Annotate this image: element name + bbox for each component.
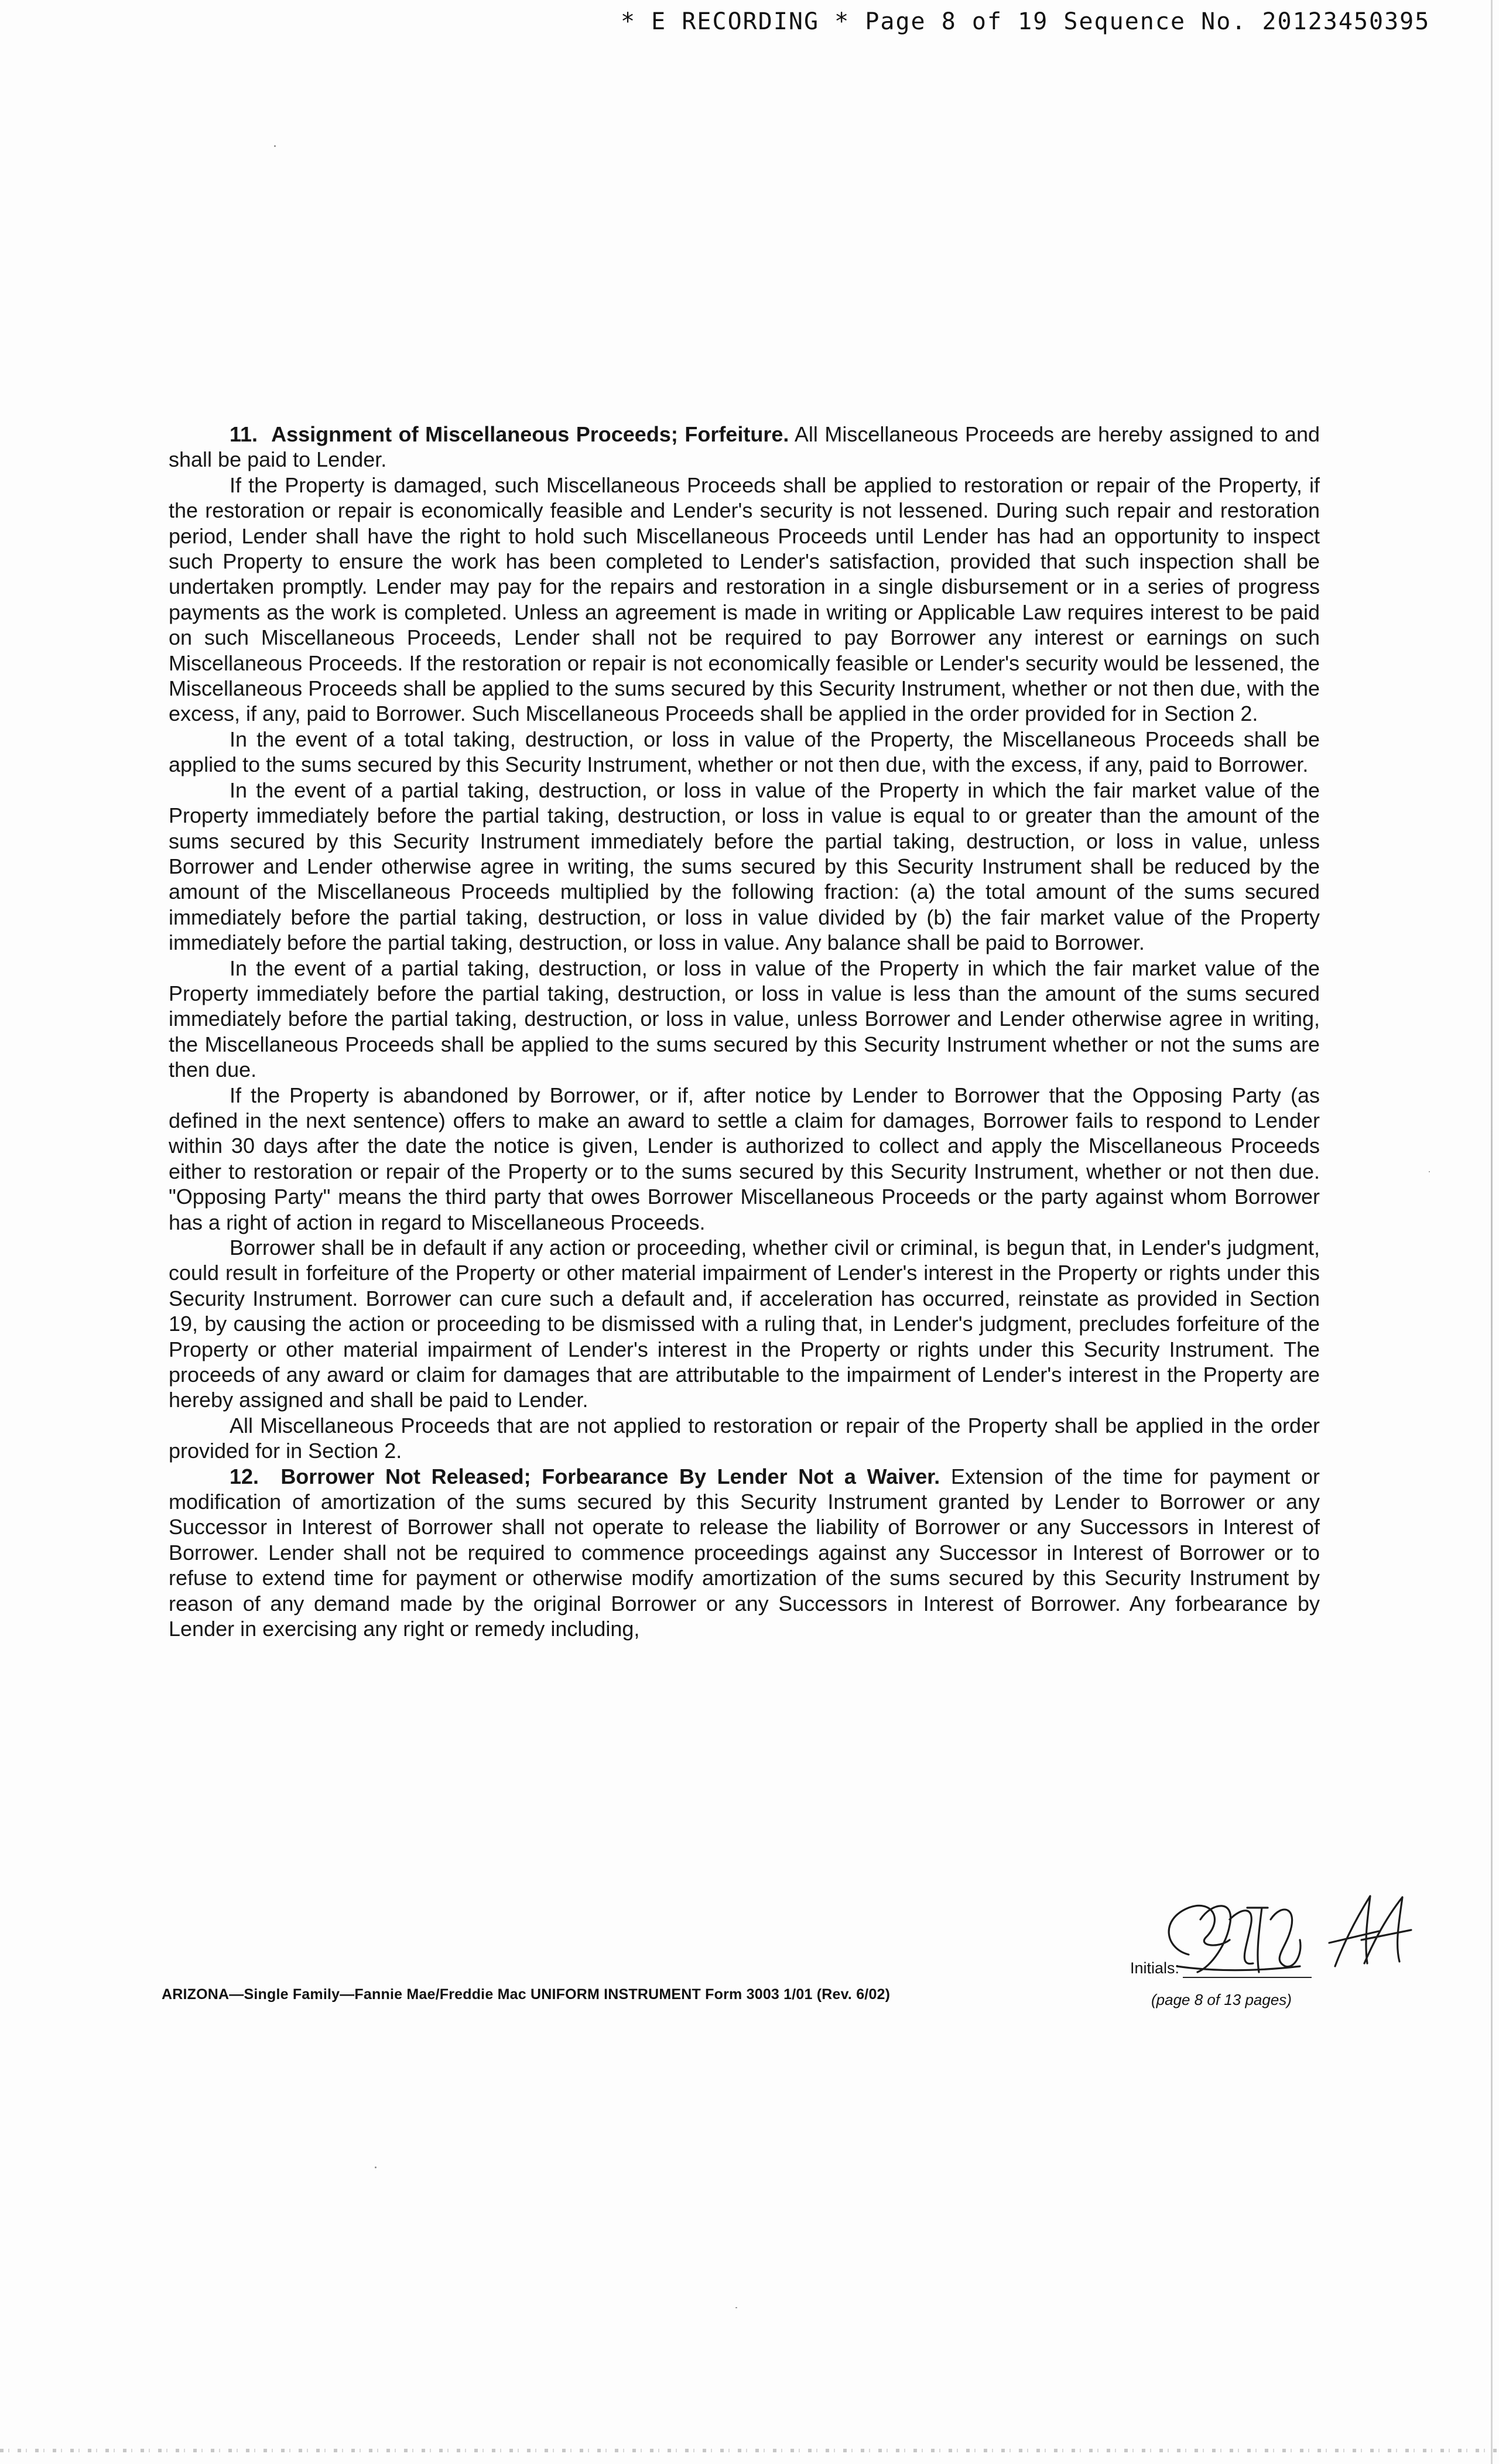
scan-speck [1429, 1171, 1430, 1172]
document-body [169, 422, 1320, 1642]
section-12-heading [169, 1464, 1320, 1642]
section-12-number: 12. [230, 1464, 259, 1488]
section-11-title: Assignment of Miscellaneous Proceeds; Forfeiture. [271, 422, 789, 446]
section-11-number: 11. [230, 422, 258, 446]
form-identifier: ARIZONA—Single Family—Fannie Mae/Freddie Mac UNIFORM INSTRUMENT Form 3003 1/01 (Rev. 6/02) [162, 1986, 891, 2003]
section-11-paragraph-3: In the event of a partial taking, destruction, or loss in value of the Property in which the fair market value of the Property immediately before the partial taking, destruction, or loss in value is equal to or greater than the amount of the sums secured by this Security Instrument immediately before the partial taking, destruction, or loss in value, unless Borrower and Lender otherwise agree in writing, the sums secured by this Security Instrument shall be reduced by the amount of the Miscellaneous Proceeds multiplied by the following fraction: (a) the total amount of the sums secured immediately before the partial taking, destruction, or loss in value divided by (b) the fair market value of the Property immediately before the partial taking, destruction, or loss in value. Any balance shall be paid to Borrower. [169, 778, 1320, 955]
section-11-paragraph-7: All Miscellaneous Proceeds that are not applied to restoration or repair of the Property shall be applied in the order provided for in Section 2. [169, 1413, 1320, 1463]
section-11-lead: All Miscellaneous Proceeds are hereby assigned to and shall be paid to Lender. [169, 422, 1320, 472]
scan-speck [735, 2307, 737, 2308]
scan-speck [274, 145, 276, 147]
scan-speck [375, 2167, 377, 2168]
initials-underline [1183, 1977, 1312, 1978]
section-12-title: Borrower Not Released; Forbearance By Lender Not a Waiver. [280, 1464, 940, 1488]
signature-icon [1142, 1884, 1417, 1984]
page-count: (page 8 of 13 pages) [1151, 1991, 1292, 2008]
section-11-paragraph-1: If the Property is damaged, such Miscellaneous Proceeds shall be applied to restoration or repair of the Property, if the restoration or repair is economically feasible and Lender's security is not lessened. During such repair and restoration period, Lender shall have the right to hold such Miscellaneous Proceeds until Lender has had an opportunity to inspect such Property to ensure the work has been completed to Lender's satisfaction, provided that such inspection shall be undertaken promptly. Lender may pay for the repairs and restoration in a single disbursement or in a series of progress payments as the work is completed. Unless an agreement is made in writing or Applicable Law requires interest to be paid on such Miscellaneous Proceeds, Lender shall not be required to pay Borrower any interest or earnings on such Miscellaneous Proceeds. If the restoration or repair is not economically feasible or Lender's security would be lessened, the Miscellaneous Proceeds shall be applied to the sums secured by this Security Instrument, whether or not then due, with the excess, if any, paid to Borrower. Such Miscellaneous Proceeds shall be applied in the order provided for in Section 2. [169, 473, 1320, 726]
section-11-heading [169, 422, 1320, 473]
section-11-paragraph-2: In the event of a total taking, destruction, or loss in value of the Property, the Miscellaneous Proceeds shall be applied to the sums secured by this Security Instrument, whether or not then due, with the excess, if any, paid to Borrower. [169, 727, 1320, 777]
scan-edge-line [1491, 0, 1493, 2464]
section-11-paragraph-5: If the Property is abandoned by Borrower, or if, after notice by Lender to Borrower that the Opposing Party (as defined in the next sentence) offers to make an award to settle a claim for damages, Borrower fails to respond to Lender within 30 days after the date the notice is given, Lender is authorized to collect and apply the Miscellaneous Proceeds either to restoration or repair of the Property or to the sums secured by this Security Instrument, whether or not then due. "Opposing Party" means the third party that owes Borrower Miscellaneous Proceeds or the party against whom Borrower has a right of action in regard to Miscellaneous Proceeds. [169, 1083, 1320, 1234]
initials-label: Initials: [1130, 1959, 1180, 1977]
recording-header: * E RECORDING * Page 8 of 19 Sequence No. 20123450395 [621, 8, 1430, 35]
section-11-paragraph-4: In the event of a partial taking, destruction, or loss in value of the Property in which the fair market value of the Property immediately before the partial taking, destruction, or loss in value is less than the amount of the sums secured immediately before the partial taking, destruction, or loss in value, unless Borrower and Lender otherwise agree in writing, the Miscellaneous Proceeds shall be applied to the sums secured by this Security Instrument whether or not the sums are then due. [169, 956, 1320, 1082]
section-12-body: Extension of the time for payment or modification of amortization of the sums secured by this Security Instrument granted by Lender to Borrower or any Successor in Interest of Borrower shall not operate to release the liability of Borrower or any Successors in Interest of Borrower. Lender shall not be required to commence proceedings against any Successor in Interest of Borrower or to refuse to extend time for payment or otherwise modify amortization of the sums secured by this Security Instrument by reason of any demand made by the original Borrower or any Successors in Interest of Borrower. Any forbearance by Lender in exercising any right or remedy including, [169, 1464, 1320, 1641]
scan-bottom-edge [0, 2449, 1499, 2452]
section-11-paragraph-6: Borrower shall be in default if any action or proceeding, whether civil or criminal, is begun that, in Lender's judgment, could result in forfeiture of the Property or other material impairment of Lender's interest in the Property or rights under this Security Instrument. Borrower can cure such a default and, if acceleration has occurred, reinstate as provided in Section 19, by causing the action or proceeding to be dismissed with a ruling that, in Lender's judgment, precludes forfeiture of the Property or other material impairment of Lender's interest in the Property or rights under this Security Instrument. The proceeds of any award or claim for damages that are attributable to the impairment of Lender's interest in the Property are hereby assigned and shall be paid to Lender. [169, 1236, 1320, 1412]
